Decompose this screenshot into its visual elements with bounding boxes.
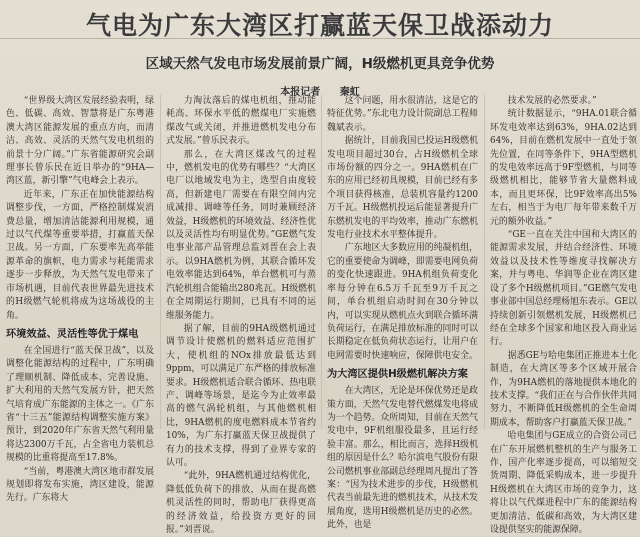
paragraph: 近年来，广东正在加快能源结构调整步伐，一方面，严格控制煤炭消费总量，增加清洁能源利用规模，通过以气代煤等重要举措，打赢蓝天保卫战。另一方面，广东要率先高举能源革命的旗帜，电力需求与耗能需求逐步一步释放，为天然气发电带来了市场机遇，目前代表世界最先进技术的H级燃气轮机将成为这场战役的主角。 [6, 189, 154, 321]
paragraph: 那么，在大湾区煤改气的过程中，燃机发电的优势有哪些？“大湾区电厂以地域发电为主，选型自由度较高，但新建电厂需要在有限空间内完成减排、调峰等任务，同时兼顾经济效益，H级燃机的环境效益、经济性优以及灵活性均有明显优势。”GE燃气发电事业部产品管理总监刘晋在会上表示。以9HA燃机为例，其联合循环发电效率能达到64%，单台燃机可与蒸汽轮机组合能输出280兆瓦。H级燃机在全周期运行期间，已具有不同的运维服务能力。 [166, 149, 316, 321]
paragraph: 力淘汰落后的煤电机组，推动能耗高、环保水平低的燃煤电厂实施燃煤改气或关闭，并推进燃机发电分布式发展。”曾乐民表示。 [166, 96, 316, 147]
article-column-1 [6, 95, 154, 504]
paragraph: 哈电集团与GE成立的合资公司已在广东开展燃机整机的生产与服务工作，国产化率逐步提高，可以缩短交货周期、降低采购成本，进一步提升H级燃机在大湾区市场的竞争力，这将让以气代煤进程中广东的能源结构更加清洁、低碳和高效，为大湾区建设提供坚实的能源保障。 [490, 431, 637, 535]
paragraph: “GE一直在关注中国和大湾区的能源需求发展，并结合经济性、环境效益以及技术性等维度寻找解决方案，并与粤电、华润等企业在湾区建设了多个H级燃机项目。”GE燃气发电事业部中国总经理杨旭东表示。GE以持续创新引领燃机发展，H级燃机已经在全球多个国家和地区投入商业运行。 [490, 230, 637, 348]
paragraph: 据统计，目前我国已投运H级燃机发电项目超过30台，占H级燃机全球市场份额的四分之一。9HA燃机在广东的应用已经初具规模，目前已经有多个项目获得核准，总装机容量约1200万千瓦。H级燃机投运后能显著提升广东燃机发电的平均效率，推动广东燃机发电行业技术水平整体提升。 [327, 136, 478, 241]
column-divider [160, 95, 161, 429]
article-subtitle: 区域天然气发电市场发展前景广阔，H级燃机更具竞争优势 [145, 56, 495, 72]
paragraph: 据悉GE与哈电集团正推进本土化制造，在大湾区等多个区域开展合作，为9HA燃机的落地提供本地化的技术支撑。“我们正在与合作伙伴共同努力，不断降低H级燃机的全生命周期成本，帮助客户打赢蓝天保卫战。” [490, 350, 637, 428]
column-divider [321, 95, 322, 429]
paragraph: 在大湾区，无论是环保优势还是政策方面，天然气发电替代燃煤发电将成为一个趋势。众所周知，目前在天然气发电中，9F机组服役最多，且运行经验丰富。那么，相比而言，选择H级机组的原因是什么？哈尔滨电气股份有限公司燃机事业部副总经理周凡提出了答案：“因为技术进步的步伐，H级燃机代表当前最先进的燃机技术，从技术发展角度，选用H级燃机是历史的必然。此外，也是 [327, 386, 478, 531]
article-column-3 [327, 95, 478, 531]
byline-role: 本报记者 [280, 87, 321, 98]
byline-name: 秦虹 [339, 87, 360, 98]
paragraph: 广东地区大多数应用的纯凝机组，它的重要使命为调峰，即需要电网负荷的变化快速跟进。9HA机组负荷变化率每分钟在6.5万千瓦至9万千瓦之间，单台机组启动时间在30分钟以内，可以实现从燃机点火到联合循环满负荷运行，在满足排放标准的同时可以长期稳定在低负荷状态运行，让用户在电网需要时快速响应，保障供电安全。 [327, 243, 478, 361]
paragraph: 这个问题，用水很清洁，这是它的特征优势。”东北电力设计院副总工程师魏斌表示。 [327, 96, 478, 133]
article-column-2 [166, 95, 316, 535]
column-divider [484, 95, 485, 429]
article-title: 气电为广东大湾区打赢蓝天保卫战添动力 [85, 11, 554, 40]
paragraph: “当前，粤港澳大湾区地市群发展规划即将发布实施，湾区建设，能源先行。广东将大 [6, 466, 154, 504]
paragraph: 在全国进行“蓝天保卫战”，以及调整化能源结构的过程中，广东明确了理顺机制、降低成本、完善设施、扩大利用的天然气发展方针，把天然气培育成广东能源的主体之一。《广东省“十三五”能源结构调整实施方案》预计，到2020年广东省天然气利用量将达2300万千瓦，占全省电力装机总规模的比重将提高至17.8%。 [6, 345, 154, 464]
paragraph: 技术发展的必然要求。” [507, 96, 597, 106]
paragraph: “世界级大湾区发展经验表明，绿色、低碳、高效、智慧将是广东粤港澳大湾区能源发展的重点方向，而清洁、高效、灵活的天然气发电机组的前景十分广阔。”广东省能源研究会副理事长曾乐民在近日举办的“9HA—湾区蓝，新引擎”气电峰会上表示。 [6, 96, 154, 187]
section-heading: 为大湾区提供H级燃机解决方案 [327, 369, 468, 381]
paragraph: 统计数据显示，“9HA.01联合循环发电效率达到63%，9HA.02达到64%，目前在燃机发展中一直处于领先位置，在同等条件下，9HA型燃机的发电效率远高于9F型燃机，与同等级燃机相比，能够节省大量燃料成本，而且更环保，比9F效率高出5%左右，相当于为电厂每年带来数千万元的额外收益。” [490, 109, 637, 227]
section-heading: 环境效益、灵活性等优于煤电 [6, 328, 139, 340]
paragraph: 据了解，目前的9HA级燃机通过调节设计使燃机的燃料适应范围扩大，使机组的NOx排放最低达到9ppm，可以满足广东严格的排放标准要求。H级燃机适合联合循环、热电联产、调峰等场景，是迄今为止效率最高的燃气涡轮机组，与其他燃机相比，9HA燃机的度电燃料成本节省约10%，为广东打赢蓝天保卫战提供了有力的技术支撑，得到了业界专家的认可。 [166, 323, 316, 468]
title-rule [0, 38, 640, 39]
paragraph: “此外，9HA燃机通过结构优化，降低低负荷下的排放，从而在提高燃机灵活性的同时，帮助电厂获得更高的经济效益，给投资方更好的回报。”刘晋说。 [166, 471, 316, 535]
article-column-4 [490, 95, 637, 535]
